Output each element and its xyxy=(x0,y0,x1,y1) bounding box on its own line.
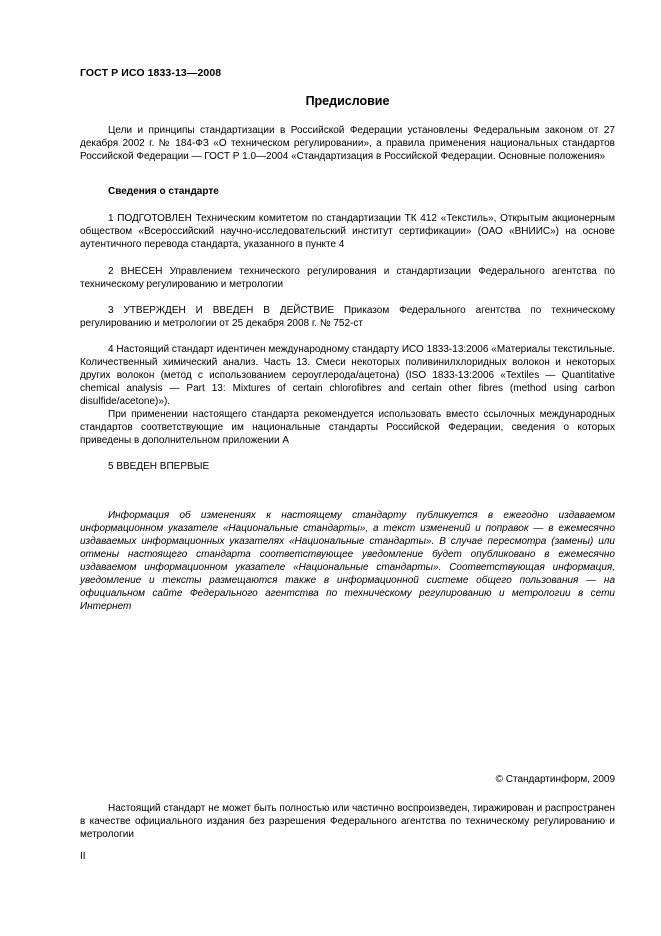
page-title: Предисловие xyxy=(305,94,390,108)
info-notice-paragraph: Информация об изменениях к настоящему стандарту публикуется в ежегодно издаваемом информационном указателе «Национальные стандарты», а текст изменений и поправок — в ежемесячно издаваемых информационных указателях «Национальные стандарты». В случае пересмотра (замены) или отмены настоящего стандарта соответствующее уведомление будет опубликовано в ежемесячно издаваемом информационном указателе «Национальные стандарты». Соответствующая информация, уведомление и тексты размещаются также в информационной системе общего пользования — на официальном сайте Федерального агентства по техническому регулированию и метрологии в сети Интернет xyxy=(80,510,615,612)
item-2-paragraph: 2 ВНЕСЕН Управлением технического регулирования и стандартизации Федерального агентства по техническому регулированию и метрологии xyxy=(80,266,615,290)
item-1-paragraph: 1 ПОДГОТОВЛЕН Техническим комитетом по стандартизации ТК 412 «Текстиль», Открытым акционерным обществом «Всероссийский научно-исследовательский институт сертификации» (ОАО «ВНИИС») на основе аутентичного перевода стандарта, указанного в пункте 4 xyxy=(80,213,615,250)
item-4-paragraph: 4 Настоящий стандарт идентичен международному стандарту ИСО 1833-13:2006 «Материалы текстильные. Количественный химический анализ. Часть 13. Смеси некоторых поливинилхлоридных волокон и некоторых других волокон (метод с использованием сероуглерода/ацетона) (ISO 1833-13:2006 «Textiles — Quantitative chemical analysis — Part 13: Mixtures of certain chlorofibres and certain other fibres (method using carbon disulfide/acetone)»). xyxy=(80,344,615,407)
document-header: ГОСТ Р ИСО 1833-13—2008 xyxy=(80,67,222,79)
section-subheading: Сведения о стандарте xyxy=(108,186,219,197)
reproduction-notice-paragraph: Настоящий стандарт не может быть полностью или частично воспроизведен, тиражирован и распространен в качестве официального издания без разрешения Федерального агентства по техническому регулированию и метрологии xyxy=(80,803,615,840)
copyright-line: © Стандартинформ, 2009 xyxy=(495,774,615,785)
page-number: II xyxy=(80,851,86,862)
intro-paragraph: Цели и принципы стандартизации в Российской Федерации установлены Федеральным законом от 27 декабря 2002 г. № 184-ФЗ «О техническом регулировании», а правила применения национальных стандартов Российской Федерации — ГОСТ Р 1.0—2004 «Стандартизация в Российской Федерации. Основные положения» xyxy=(80,125,615,162)
item-4-note-paragraph: При применении настоящего стандарта рекомендуется использовать вместо ссылочных международных стандартов соответствующие им национальные стандарты Российской Федерации, сведения о которых приведены в дополнительном приложении А xyxy=(80,409,615,446)
item-5-paragraph: 5 ВВЕДЕН ВПЕРВЫЕ xyxy=(108,461,210,472)
item-3-paragraph: 3 УТВЕРЖДЕН И ВВЕДЕН В ДЕЙСТВИЕ Приказом Федерального агентства по техническому регулированию и метрологии от 25 декабря 2008 г. № 752-ст xyxy=(80,305,615,329)
